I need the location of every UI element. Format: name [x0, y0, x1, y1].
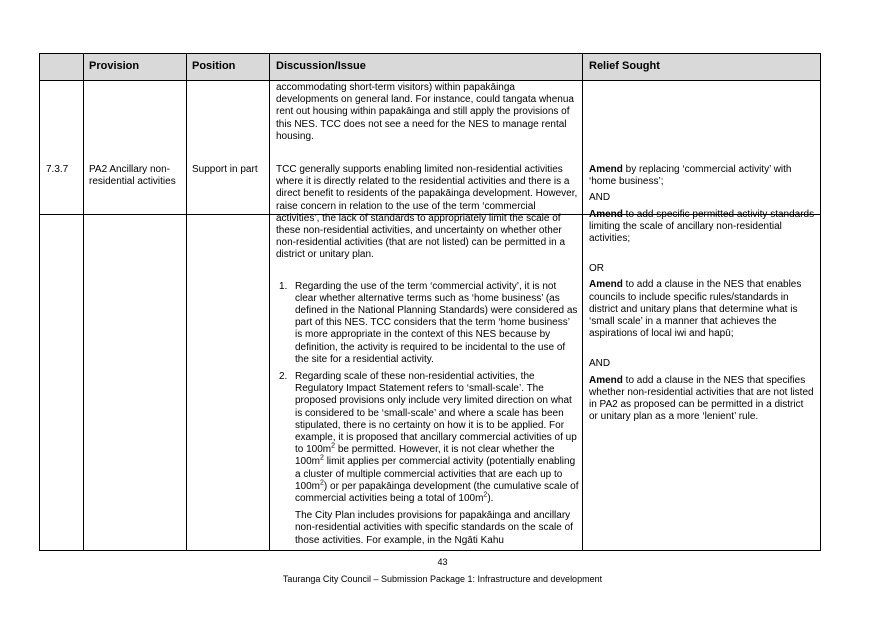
relief-3: Amend to add a clause in the NES that enables councils to include specific rules/standards in district and unitary plans that determine what is ‘small scale’ in a manner that achieves the aspirations of local iwi and hapū; [589, 279, 802, 340]
column-divider [83, 54, 84, 550]
relief-4: Amend to add a clause in the NES that specifies whether non-residential activities that are not listed in PA2 as proposed can be permitted in a district or unitary plan as a more ‘lenient’ rule. [589, 374, 814, 423]
relief-1: Amend by replacing ‘commercial activity’ with ‘home business’; [589, 164, 792, 188]
item-2-text: Regarding scale of these non-residential activities, the Regulatory Impact Statement refers to ‘small-scale’. The proposed provisions only include very limited direction on what is considered to be ‘small-scale’ and where a scale has been stipulated, there is no certainty on how it is to be applied. For example, it is proposed that ancillary commercial activities of up to $100m^2$ be permitted. However, it is not clear whether the $100m^2$ limit applies per commercial activity (potentially enabling a cluster of multiple commercial activities that are each up to $100m^2$) or per papakāinga development (the cumulative scale of commercial activities being a total of $100m^2$). [295, 371, 579, 505]
row-discussion [276, 164, 579, 547]
row-relief [589, 164, 815, 423]
row-position: Support in part [192, 164, 258, 175]
header-provision: Provision [89, 60, 140, 72]
footer-text: Tauranga City Council – Submission Package 1: Infrastructure and development [282, 574, 603, 584]
item-2-paragraph: The City Plan includes provisions for papakāinga and ancillary non-residential activities with specific standards on the scale of those activities. For example, in the Ngāti Kahu [295, 510, 573, 546]
relief-or: OR [589, 263, 604, 275]
discussion-intro: TCC generally supports enabling limited non-residential activities where it is directly related to the residential activities and there is a direct benefit to residents of the papakāinga development. However, raise concern in relation to the use of the term ‘commercial activities’, the lack of standards to appropriately limit the scale of these non-residential activities, and uncertainty on whether other non-residential activities (that are not listed) can be permitted in a district or unitary plan. [276, 164, 578, 261]
item-1-number: 1. [279, 280, 288, 292]
relief-2: Amend to add specific permitted activity standards limiting the scale of ancillary non-residential activities; [589, 208, 815, 245]
page-number: 43 [437, 557, 448, 567]
header-discussion: Discussion/Issue [276, 60, 366, 72]
row-ref: 7.3.7 [46, 164, 69, 175]
relief-and-2: AND [589, 358, 611, 370]
header-position: Position [192, 60, 236, 72]
column-divider [186, 54, 187, 550]
column-divider [582, 54, 583, 550]
column-divider [269, 54, 270, 550]
row-provision: PA2 Ancillary non-residential activities [89, 164, 176, 188]
discussion-item-1 [276, 281, 579, 366]
table-header [40, 54, 820, 81]
item-2-number: 2. [279, 371, 288, 383]
discussion-item-2 [276, 371, 579, 547]
header-relief: Relief Sought [589, 60, 660, 72]
item-1-text: Regarding the use of the term ‘commercial activity’, it is not clear whether alternative terms such as ‘home business’ (as defined in the National Planning Standards) were considered as part of this NES. TCC considers that the term ‘home business’ is more appropriate in the context of this NES because by definition, the activity is required to be incidental to the use of the site for a residential activity. [295, 280, 578, 365]
relief-and-1: AND [589, 192, 611, 204]
prev-row-discussion: accommodating short-term visitors) within papakāinga developments on general land. For instance, could tangata whenua rent out housing within papakāinga and still apply the provisions of this NES. TCC does not see a need for the NES to manage rental housing. [276, 82, 574, 142]
submission-table [39, 53, 821, 551]
